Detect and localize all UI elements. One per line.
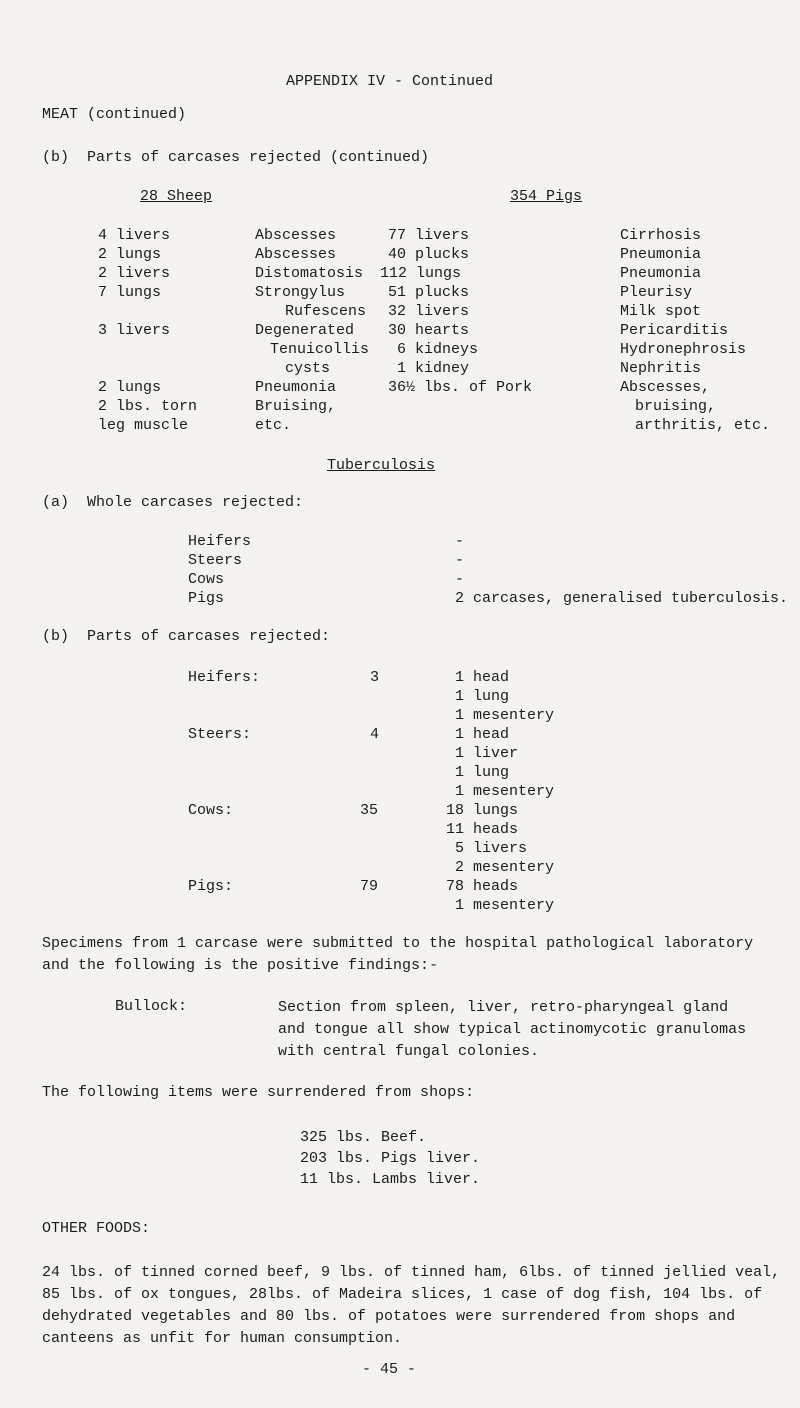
sheep-row-reason: Abscesses — [255, 246, 337, 263]
parts-item: 1 mesentery — [455, 897, 555, 914]
parts-item: 1 mesentery — [455, 783, 555, 800]
sheep-title: 28 Sheep — [140, 188, 213, 205]
parts-item: 1 lung — [455, 688, 510, 705]
appendix-header: APPENDIX IV - Continued — [286, 73, 494, 90]
parts-item: 1 head — [455, 726, 510, 743]
pigs-row-reason: Abscesses, — [620, 379, 711, 396]
sheep-row-item: leg muscle — [98, 417, 189, 434]
bullocks-findings: Section from spleen, liver, retro-pharyngeal gland and tongue all show typical actinomycotic granulomas with central fungal colonies. — [278, 999, 747, 1060]
parts-total: 3 — [370, 669, 380, 686]
sheep-row-item: 2 livers — [98, 265, 171, 282]
parts-animal: Pigs: — [188, 878, 234, 895]
pigs-row-reason: Cirrhosis — [620, 227, 702, 244]
pigs-row-item: 40 plucks — [388, 246, 470, 263]
parts-animal: Heifers: — [188, 669, 261, 686]
whole-animal: Steers — [188, 552, 243, 569]
surrendered-intro: The following items were surrendered from shops: — [42, 1084, 475, 1101]
parts-item: 1 mesentery — [455, 707, 555, 724]
sheep-row-item: 2 lungs — [98, 246, 162, 263]
sheep-row-reason: Strongylus — [255, 284, 346, 301]
sheep-row-item: 7 lungs — [98, 284, 162, 301]
whole-value: - — [455, 571, 465, 588]
parts-item: 78 heads — [446, 878, 519, 895]
whole-animal: Pigs — [188, 590, 225, 607]
pigs-row-item: 30 hearts — [388, 322, 470, 339]
pigs-row-item: 6 kidneys — [397, 341, 479, 358]
whole-animal: Heifers — [188, 533, 252, 550]
surrendered-item: 11 lbs. Lambs liver. — [300, 1171, 481, 1188]
other-foods-paragraph: 24 lbs. of tinned corned beef, 9 lbs. of tinned ham, 6lbs. of tinned jellied veal, 85 lbs. of ox tongues, 28lbs. of Madeira slices, 1 case of dog fish, 104 lbs. of dehydrated vegetables and 80 lbs. of potatoes were surrendered from shops and canteens as unfit for human consumption. — [42, 1264, 781, 1347]
sheep-row-item: 2 lbs. torn — [98, 398, 198, 415]
sheep-row-item: 3 livers — [98, 322, 171, 339]
whole-animal: Cows — [188, 571, 225, 588]
parts-item: 1 lung — [455, 764, 510, 781]
sheep-row-reason: Bruising, — [255, 398, 337, 415]
surrendered-item: 325 lbs. Beef. — [300, 1129, 427, 1146]
pigs-row-reason: Pleurisy — [620, 284, 693, 301]
pigs-row-reason: arthritis, etc. — [635, 417, 771, 434]
parts-animal: Steers: — [188, 726, 252, 743]
whole-value: - — [455, 552, 465, 569]
parts-item: 5 livers — [455, 840, 528, 857]
pigs-row-reason: Pneumonia — [620, 265, 702, 282]
parts-item: 18 lungs — [446, 802, 519, 819]
pigs-row-item: 36½ lbs. of Pork — [388, 379, 533, 396]
meat-heading: MEAT (continued) — [42, 106, 187, 123]
pigs-title: 354 Pigs — [510, 188, 583, 205]
pigs-row-reason: Pericarditis — [620, 322, 729, 339]
parts-item: 1 liver — [455, 745, 519, 762]
tuberculosis-heading: Tuberculosis — [327, 457, 436, 474]
pigs-row-reason: Hydronephrosis — [620, 341, 747, 358]
parts-item: 2 mesentery — [455, 859, 555, 876]
pigs-row-reason: Pneumonia — [620, 246, 702, 263]
pigs-row-item: 77 livers — [388, 227, 470, 244]
bullocks-label: Bullock: — [115, 998, 188, 1015]
parts-animal: Cows: — [188, 802, 234, 819]
sheep-row-reason: Rufescens — [285, 303, 367, 320]
parts-total: 4 — [370, 726, 380, 743]
specimens-paragraph: Specimens from 1 carcase were submitted to the hospital pathological laboratory and the following is the positive findings:- — [42, 935, 754, 974]
parts-continued-heading: (b) Parts of carcases rejected (continued) — [42, 149, 430, 166]
pigs-row-item: 32 livers — [388, 303, 470, 320]
surrendered-item: 203 lbs. Pigs liver. — [300, 1150, 481, 1167]
parts-rejected-heading: (b) Parts of carcases rejected: — [42, 628, 331, 645]
other-foods-heading: OTHER FOODS: — [42, 1220, 151, 1237]
whole-value: 2 carcases, generalised tuberculosis. — [455, 590, 789, 607]
whole-carcases-heading: (a) Whole carcases rejected: — [42, 494, 304, 511]
pigs-row-item: 112 lungs — [380, 265, 462, 282]
sheep-row-reason: Tenuicollis — [270, 341, 370, 358]
sheep-row-reason: Pneumonia — [255, 379, 337, 396]
pigs-row-reason: Milk spot — [620, 303, 702, 320]
sheep-row-reason: etc. — [255, 417, 292, 434]
sheep-row-item: 2 lungs — [98, 379, 162, 396]
parts-total: 79 — [360, 878, 379, 895]
pigs-row-item: 1 kidney — [397, 360, 470, 377]
parts-item: 1 head — [455, 669, 510, 686]
whole-value: - — [455, 533, 465, 550]
parts-total: 35 — [360, 802, 379, 819]
parts-item: 11 heads — [446, 821, 519, 838]
pigs-row-item: 51 plucks — [388, 284, 470, 301]
page-number: - 45 - — [362, 1361, 417, 1378]
sheep-row-reason: Distomatosis — [255, 265, 364, 282]
pigs-row-reason: Nephritis — [620, 360, 702, 377]
sheep-row-reason: Degenerated — [255, 322, 355, 339]
sheep-row-reason: Abscesses — [255, 227, 337, 244]
pigs-row-reason: bruising, — [635, 398, 717, 415]
sheep-row-item: 4 livers — [98, 227, 171, 244]
sheep-row-reason: cysts — [285, 360, 331, 377]
